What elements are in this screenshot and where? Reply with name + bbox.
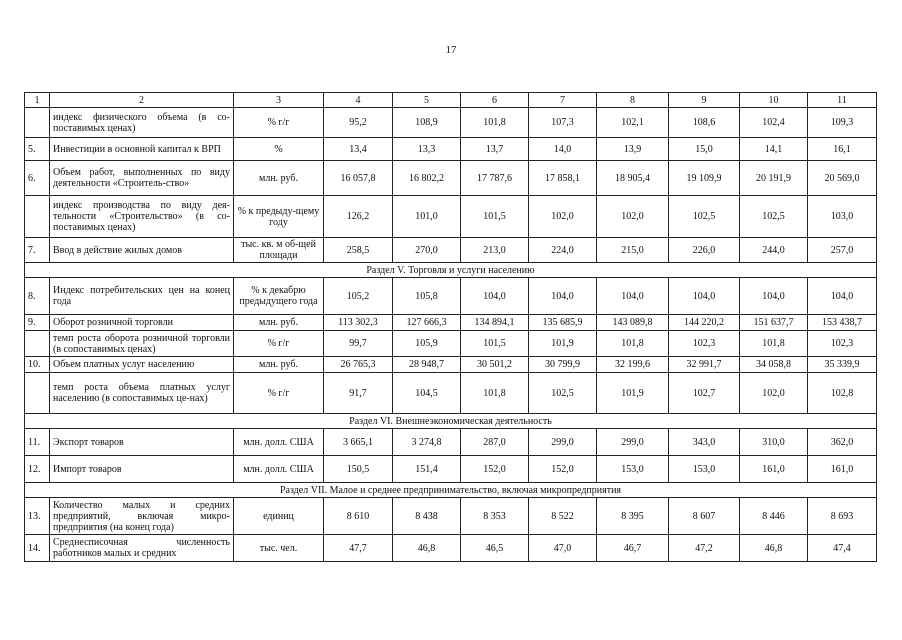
indicator-name: Индекс потребительских цен на конец года [50, 278, 234, 315]
value-cell: 102,3 [808, 331, 877, 357]
value-cell: 3 665,1 [324, 429, 393, 456]
value-cell: 103,0 [808, 196, 877, 238]
value-cell: 102,4 [740, 108, 808, 138]
value-cell: 47,7 [324, 535, 393, 562]
value-cell: 101,8 [597, 331, 669, 357]
value-cell: 104,0 [669, 278, 740, 315]
value-cell: 152,0 [461, 456, 529, 483]
value-cell: 215,0 [597, 238, 669, 263]
value-cell: 108,9 [393, 108, 461, 138]
column-header: 6 [461, 93, 529, 108]
row-number: 10. [25, 357, 50, 373]
row-number: 9. [25, 315, 50, 331]
value-cell: 244,0 [740, 238, 808, 263]
value-cell: 102,8 [808, 373, 877, 414]
value-cell: 104,0 [529, 278, 597, 315]
indicator-name: индекс производства по виду дея-тельности «Строительство» (в со-поставимых ценах) [50, 196, 234, 238]
table-row [25, 429, 877, 456]
value-cell: 30 501,2 [461, 357, 529, 373]
row-number: 5. [25, 138, 50, 161]
table-row [25, 373, 877, 414]
value-cell: 8 693 [808, 498, 877, 535]
value-cell: 101,9 [529, 331, 597, 357]
unit-cell: % к декабрю предыдущего года [234, 278, 324, 315]
value-cell: 32 991,7 [669, 357, 740, 373]
value-cell: 102,5 [669, 196, 740, 238]
unit-cell: тыс. кв. м об-щей площади [234, 238, 324, 263]
indicators-table [24, 92, 877, 562]
indicator-name: темп роста оборота розничной торговли (в сопоставимых ценах) [50, 331, 234, 357]
value-cell: 47,2 [669, 535, 740, 562]
table-row [25, 357, 877, 373]
value-cell: 105,8 [393, 278, 461, 315]
value-cell: 16 802,2 [393, 161, 461, 196]
value-cell: 153 438,7 [808, 315, 877, 331]
value-cell: 299,0 [597, 429, 669, 456]
value-cell: 8 438 [393, 498, 461, 535]
value-cell: 104,0 [461, 278, 529, 315]
row-number: 8. [25, 278, 50, 315]
column-header: 11 [808, 93, 877, 108]
indicator-name: Импорт товаров [50, 456, 234, 483]
section-title: Раздел V. Торговля и услуги населению [25, 263, 877, 278]
value-cell: 13,7 [461, 138, 529, 161]
value-cell: 47,0 [529, 535, 597, 562]
value-cell: 16 057,8 [324, 161, 393, 196]
row-number: 13. [25, 498, 50, 535]
value-cell: 3 274,8 [393, 429, 461, 456]
value-cell: 8 610 [324, 498, 393, 535]
column-header: 2 [50, 93, 234, 108]
value-cell: 102,1 [597, 108, 669, 138]
value-cell: 224,0 [529, 238, 597, 263]
unit-cell: млн. руб. [234, 357, 324, 373]
row-number: 6. [25, 161, 50, 196]
header-row [25, 93, 877, 108]
unit-cell: % [234, 138, 324, 161]
column-header: 10 [740, 93, 808, 108]
value-cell: 113 302,3 [324, 315, 393, 331]
table-row [25, 456, 877, 483]
value-cell: 143 089,8 [597, 315, 669, 331]
value-cell: 101,8 [740, 331, 808, 357]
value-cell: 213,0 [461, 238, 529, 263]
value-cell: 258,5 [324, 238, 393, 263]
value-cell: 299,0 [529, 429, 597, 456]
indicator-name: индекс физического объема (в со-поставимых ценах) [50, 108, 234, 138]
value-cell: 95,2 [324, 108, 393, 138]
unit-cell: млн. руб. [234, 161, 324, 196]
value-cell: 102,5 [740, 196, 808, 238]
value-cell: 20 569,0 [808, 161, 877, 196]
unit-cell: млн. руб. [234, 315, 324, 331]
value-cell: 101,9 [597, 373, 669, 414]
table-row [25, 108, 877, 138]
row-number: 12. [25, 456, 50, 483]
value-cell: 150,5 [324, 456, 393, 483]
value-cell: 126,2 [324, 196, 393, 238]
indicator-name: Объем работ, выполненных по виду деятельности «Строитель-ство» [50, 161, 234, 196]
value-cell: 257,0 [808, 238, 877, 263]
value-cell: 91,7 [324, 373, 393, 414]
unit-cell: % г/г [234, 108, 324, 138]
value-cell: 153,0 [669, 456, 740, 483]
value-cell: 101,5 [461, 331, 529, 357]
row-number: 11. [25, 429, 50, 456]
value-cell: 226,0 [669, 238, 740, 263]
value-cell: 15,0 [669, 138, 740, 161]
value-cell: 17 858,1 [529, 161, 597, 196]
section-title: Раздел VII. Малое и среднее предпринимательство, включая микропредприятия [25, 483, 877, 498]
unit-cell: % к предыду-щему году [234, 196, 324, 238]
column-header: 5 [393, 93, 461, 108]
value-cell: 362,0 [808, 429, 877, 456]
value-cell: 16,1 [808, 138, 877, 161]
unit-cell: % г/г [234, 331, 324, 357]
value-cell: 102,5 [529, 373, 597, 414]
value-cell: 46,7 [597, 535, 669, 562]
section-title: Раздел VI. Внешнеэкономическая деятельность [25, 414, 877, 429]
value-cell: 13,4 [324, 138, 393, 161]
column-header: 9 [669, 93, 740, 108]
table-row [25, 196, 877, 238]
column-header: 8 [597, 93, 669, 108]
value-cell: 104,0 [808, 278, 877, 315]
value-cell: 153,0 [597, 456, 669, 483]
value-cell: 161,0 [808, 456, 877, 483]
row-number [25, 196, 50, 238]
page-number: 17 [445, 44, 457, 56]
value-cell: 343,0 [669, 429, 740, 456]
indicator-name: Среднесписочная численность работников малых и средних [50, 535, 234, 562]
section-row [25, 414, 877, 429]
indicator-name: Оборот розничной торговли [50, 315, 234, 331]
value-cell: 28 948,7 [393, 357, 461, 373]
indicator-name: Объем платных услуг населению [50, 357, 234, 373]
value-cell: 8 607 [669, 498, 740, 535]
table-row [25, 278, 877, 315]
value-cell: 102,3 [669, 331, 740, 357]
value-cell: 151 637,7 [740, 315, 808, 331]
value-cell: 47,4 [808, 535, 877, 562]
row-number [25, 373, 50, 414]
value-cell: 13,3 [393, 138, 461, 161]
column-header: 3 [234, 93, 324, 108]
unit-cell: % г/г [234, 373, 324, 414]
row-number [25, 331, 50, 357]
value-cell: 32 199,6 [597, 357, 669, 373]
value-cell: 14,1 [740, 138, 808, 161]
value-cell: 102,0 [529, 196, 597, 238]
value-cell: 109,3 [808, 108, 877, 138]
value-cell: 127 666,3 [393, 315, 461, 331]
column-header: 4 [324, 93, 393, 108]
row-number [25, 108, 50, 138]
indicator-name: Инвестиции в основной капитал к ВРП [50, 138, 234, 161]
value-cell: 105,2 [324, 278, 393, 315]
column-header: 7 [529, 93, 597, 108]
value-cell: 8 522 [529, 498, 597, 535]
unit-cell: млн. долл. США [234, 456, 324, 483]
value-cell: 30 799,9 [529, 357, 597, 373]
value-cell: 46,8 [740, 535, 808, 562]
value-cell: 8 395 [597, 498, 669, 535]
table-row [25, 498, 877, 535]
value-cell: 102,0 [597, 196, 669, 238]
value-cell: 8 353 [461, 498, 529, 535]
table-row [25, 161, 877, 196]
value-cell: 152,0 [529, 456, 597, 483]
unit-cell: единиц [234, 498, 324, 535]
value-cell: 287,0 [461, 429, 529, 456]
value-cell: 19 109,9 [669, 161, 740, 196]
value-cell: 134 894,1 [461, 315, 529, 331]
table-row [25, 535, 877, 562]
indicator-name: Экспорт товаров [50, 429, 234, 456]
value-cell: 99,7 [324, 331, 393, 357]
value-cell: 270,0 [393, 238, 461, 263]
indicator-name: Количество малых и средних предприятий, включая микро-предприятия (на конец года) [50, 498, 234, 535]
value-cell: 34 058,8 [740, 357, 808, 373]
value-cell: 102,7 [669, 373, 740, 414]
value-cell: 161,0 [740, 456, 808, 483]
value-cell: 14,0 [529, 138, 597, 161]
value-cell: 101,0 [393, 196, 461, 238]
value-cell: 13,9 [597, 138, 669, 161]
unit-cell: тыс. чел. [234, 535, 324, 562]
section-row [25, 263, 877, 278]
value-cell: 151,4 [393, 456, 461, 483]
value-cell: 20 191,9 [740, 161, 808, 196]
value-cell: 104,0 [740, 278, 808, 315]
value-cell: 18 905,4 [597, 161, 669, 196]
value-cell: 107,3 [529, 108, 597, 138]
column-header: 1 [25, 93, 50, 108]
value-cell: 26 765,3 [324, 357, 393, 373]
table-body [25, 93, 877, 562]
value-cell: 17 787,6 [461, 161, 529, 196]
value-cell: 104,0 [597, 278, 669, 315]
row-number: 7. [25, 238, 50, 263]
value-cell: 310,0 [740, 429, 808, 456]
unit-cell: млн. долл. США [234, 429, 324, 456]
value-cell: 101,8 [461, 373, 529, 414]
value-cell: 104,5 [393, 373, 461, 414]
value-cell: 8 446 [740, 498, 808, 535]
value-cell: 135 685,9 [529, 315, 597, 331]
value-cell: 108,6 [669, 108, 740, 138]
value-cell: 46,8 [393, 535, 461, 562]
table-row [25, 331, 877, 357]
value-cell: 46,5 [461, 535, 529, 562]
indicator-name: темп роста объема платных услуг населению (в сопоставимых це-нах) [50, 373, 234, 414]
value-cell: 105,9 [393, 331, 461, 357]
value-cell: 101,5 [461, 196, 529, 238]
value-cell: 35 339,9 [808, 357, 877, 373]
value-cell: 144 220,2 [669, 315, 740, 331]
section-row [25, 483, 877, 498]
row-number: 14. [25, 535, 50, 562]
table-row [25, 238, 877, 263]
value-cell: 102,0 [740, 373, 808, 414]
indicator-name: Ввод в действие жилых домов [50, 238, 234, 263]
table-row [25, 315, 877, 331]
value-cell: 101,8 [461, 108, 529, 138]
table-row [25, 138, 877, 161]
